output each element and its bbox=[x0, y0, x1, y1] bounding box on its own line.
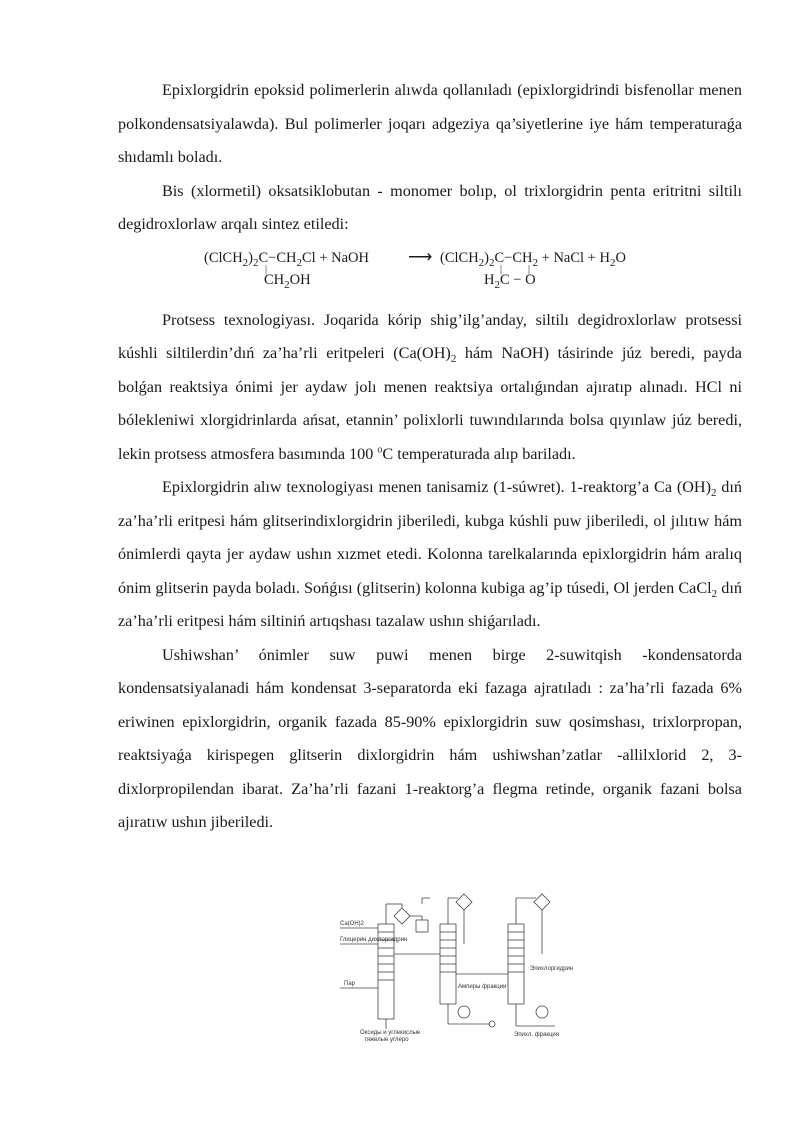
paragraph-text: Epixlorgidrin alıw texnologiyası menen tanisamiz (1-súwret). 1-reaktorg’a Ca (OH) bbox=[162, 478, 711, 496]
paragraph-text: Protsess texnologiyası. Joqarida kórip shig’ilg’anday, siltilı degidroxlorlaw protsessi kúshli siltilerdin’dıń za’ha’rli eritpeleri (Ca(OH) bbox=[118, 310, 742, 362]
document-body bbox=[118, 74, 742, 840]
product-bond-line-right: | bbox=[528, 263, 531, 275]
paragraph-text: C temperaturada alıp bariladı. bbox=[382, 444, 576, 463]
outlet-label-left: Оксиды и углекислые bbox=[360, 1030, 421, 1036]
paragraph-text: Epixlorgidrin epoksid polimerlerin alıwda qollanıladı (epixlorgidrindi bisfenollar menen polkondensatsiyalawda). Bul polimerler joqarı adgeziya qa’siyetlerine iye hám temperaturaǵa shıdamlı boladı. bbox=[118, 81, 742, 166]
reactant-formula: $(ClCH_2)_2C-CH_2Cl$ + NaOH bbox=[204, 249, 369, 269]
product-formula: $(ClCH_2)_2C-CH_2$ + NaCl + $H_2O$ bbox=[440, 249, 626, 269]
superscript: o bbox=[377, 444, 383, 456]
chemical-equation bbox=[118, 244, 742, 292]
paragraph-text: hám NaOH) tásirinde júz beredi, payda bolǵan reaktsiya ónimi jer aydaw jolı menen reaktsiya ortalıǵından ajıratıp alınadı. HCl ni bólekleniwi xlorgidrinlarda ańsat, etannin’ polixlorli tuwındılarında bolsa qıyınlaw júz beredi, lekin protsess atmosfera basımında 100 bbox=[118, 344, 742, 463]
product-ring: $H_2C - O$ bbox=[484, 271, 536, 291]
paragraph-text: dıń za’ha’rli eritpesi hám siltiniń artıqshası tazalaw ushın shiǵarıladı. bbox=[118, 578, 742, 630]
paragraph-text: Bis (xlormetil) oksatsiklobutan - monomer bolıp, ol trixlorgidrin penta eritritni siltilı degidroxlorlaw arqalı sintez etiledi: bbox=[118, 181, 742, 233]
outlet-label-left-2: тяжелые углеро bbox=[364, 1037, 409, 1043]
reaction-arrow: ⟶ bbox=[408, 246, 433, 266]
paragraph-epichlorohydrin-technology bbox=[118, 471, 742, 639]
reactant-bond-line: | bbox=[265, 263, 268, 275]
separator-3 bbox=[416, 920, 428, 932]
paragraph-process-technology bbox=[118, 304, 742, 472]
paragraph-volatile-products bbox=[118, 639, 742, 840]
paragraph-text: Ushiwshan’ ónimler suw puwi menen birge 2-suwitqish -kondensatorda kondensatsiyalanadi hám kondensat 3-separatorda eki fazaga ajratıladı : za’ha’rli fazada 6% eriwinen epixlorgidrin, organik fazada 85-90% epixlorgidrin suw qosimshası, trixlorpropan, reaktsiyaǵa kirispegen glitserin dixlorgidrin hám ushiwshan’zatlar -allilxlorid 2, 3-dixlorpropilendan ibarat. Za’ha’rli fazani 1-reaktorg’a flegma retinde, organik fazani bolsa ajıratıw ushın jiberiledi. bbox=[118, 645, 742, 831]
outlet-label-right: Эпихл. фракция bbox=[514, 1032, 560, 1038]
process-flow-diagram bbox=[330, 884, 580, 1044]
paragraph-text: dıń za’ha’rli eritpesi hám glitserindixlorgidrin jiberiledi, kubga kúshli puw jiberiledi, ol jılıtıw hám ónimlerdi qayta jer aydaw ushın xızmet etedi. Kolonna tarelkalarında epixlorgidrin hám aralıq ónim glitserin payda boladı. Sońǵısı (glitserin) kolonna kubiga ag’ip túsedi, Ol jerden CaCl bbox=[118, 478, 742, 597]
subscript: 2 bbox=[450, 353, 457, 366]
feed-label-glycerin: Глицерин дихлоргидрин bbox=[340, 937, 408, 943]
condenser-column-2 bbox=[456, 894, 472, 910]
paragraph-epoxy-polymers bbox=[118, 74, 742, 175]
reboiler-column-2 bbox=[458, 1006, 470, 1018]
feed-label-caoh2: Ca(OH)2 bbox=[340, 921, 365, 927]
product-bond-line-left: | bbox=[500, 263, 503, 275]
paragraph-bis-chloromethyl bbox=[118, 175, 742, 242]
product-label-right: Эпихлоргидрин bbox=[530, 966, 574, 972]
middle-fraction-label: Ампиры фракции bbox=[458, 984, 507, 990]
subscript: 2 bbox=[711, 487, 717, 500]
condenser-2 bbox=[394, 908, 410, 924]
condenser-column-3 bbox=[534, 894, 550, 910]
reactant-branch: $CH_2OH$ bbox=[264, 271, 311, 291]
subscript: 2 bbox=[711, 587, 718, 600]
feed-label-steam: Пар bbox=[344, 981, 355, 987]
reboiler-column-3 bbox=[536, 1006, 548, 1018]
